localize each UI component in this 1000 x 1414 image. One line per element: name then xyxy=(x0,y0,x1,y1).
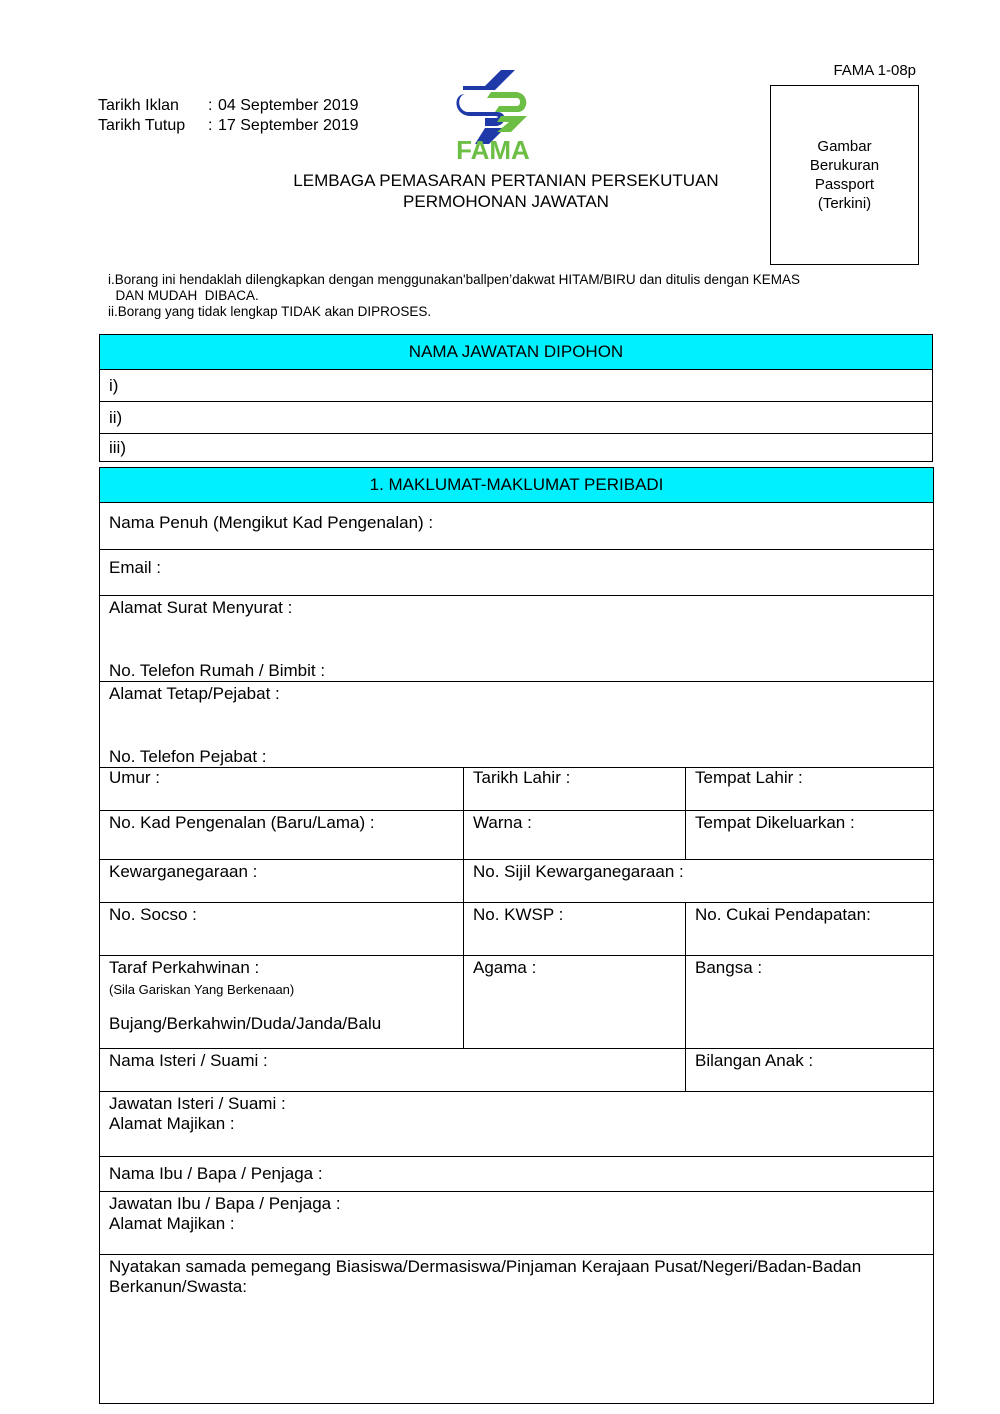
race-field[interactable]: Bangsa : xyxy=(686,956,934,1049)
org-name: LEMBAGA PEMASARAN PERTANIAN PERSEKUTUAN xyxy=(293,171,719,190)
mail-address-label: Alamat Surat Menyurat : xyxy=(109,598,293,617)
marital-note: (Sila Gariskan Yang Berkenaan) xyxy=(109,982,295,997)
form-code: FAMA 1-08p xyxy=(833,62,916,79)
ad-date-row xyxy=(98,96,359,116)
personal-info-table xyxy=(99,467,934,1404)
logo-green-top xyxy=(487,92,526,112)
job-choice-1[interactable]: i) xyxy=(100,370,933,402)
dob-field[interactable]: Tarikh Lahir : xyxy=(464,768,686,811)
parent-name-field[interactable]: Nama Ibu / Bapa / Penjaga : xyxy=(100,1157,934,1192)
job-choice-2[interactable]: ii) xyxy=(100,402,933,434)
parent-employer-label: Alamat Majikan : xyxy=(109,1214,235,1233)
kwsp-field[interactable]: No. KWSP : xyxy=(464,903,686,956)
photo-label-line: Berukuran xyxy=(809,157,880,174)
instruction-line: DAN MUDAH DIBACA. xyxy=(108,288,259,303)
instruction-line: i.Borang ini hendaklah dilengkapkan dengan menggunakan'ballpen’dakwat HITAM/BIRU dan ditulis dengan KEMAS xyxy=(108,272,801,287)
permanent-address-field[interactable] xyxy=(100,682,934,768)
full-name-field[interactable]: Nama Penuh (Mengikut Kad Pengenalan) : xyxy=(100,503,934,550)
ic-color-field[interactable]: Warna : xyxy=(464,811,686,860)
spouse-name-field[interactable]: Nama Isteri / Suami : xyxy=(100,1049,686,1092)
home-phone-label: No. Telefon Rumah / Bimbit : xyxy=(109,661,326,680)
close-date-value: 17 September 2019 xyxy=(218,117,359,134)
photo-label-line: (Terkini) xyxy=(817,195,872,212)
parent-job-label: Jawatan Ibu / Bapa / Penjaga : xyxy=(109,1194,341,1213)
marital-status-field[interactable] xyxy=(100,956,464,1049)
religion-field[interactable]: Agama : xyxy=(464,956,686,1049)
ad-date-value: 04 September 2019 xyxy=(218,97,359,114)
personal-section-header: 1. MAKLUMAT-MAKLUMAT PERIBADI xyxy=(100,468,934,503)
citizenship-cert-field[interactable]: No. Sijil Kewarganegaraan : xyxy=(464,860,934,903)
instructions xyxy=(108,272,800,320)
permanent-address-label: Alamat Tetap/Pejabat : xyxy=(109,684,280,703)
logo-text: FAMA xyxy=(456,135,530,162)
ad-date-separator: : xyxy=(208,97,213,114)
spouse-job-label: Jawatan Isteri / Suami : xyxy=(109,1094,286,1113)
passport-photo-box xyxy=(770,85,919,265)
children-count-field[interactable]: Bilangan Anak : xyxy=(686,1049,934,1092)
fama-logo xyxy=(455,66,531,162)
dates-block xyxy=(98,96,359,136)
org-heading xyxy=(262,170,750,212)
spouse-employer-label: Alamat Majikan : xyxy=(109,1114,235,1133)
ic-number-field[interactable]: No. Kad Pengenalan (Baru/Lama) : xyxy=(100,811,464,860)
job-applied-table xyxy=(99,334,933,462)
citizenship-field[interactable]: Kewarganegaraan : xyxy=(100,860,464,903)
photo-label-line: Gambar xyxy=(817,138,872,155)
age-field[interactable]: Umur : xyxy=(100,768,464,811)
logo-blue-top xyxy=(463,70,515,90)
socso-field[interactable]: No. Socso : xyxy=(100,903,464,956)
job-section-header: NAMA JAWATAN DIPOHON xyxy=(100,335,933,370)
instruction-line: ii.Borang yang tidak lengkap TIDAK akan DIPROSES. xyxy=(108,304,432,319)
form-title: PERMOHONAN JAWATAN xyxy=(403,192,609,211)
ad-date-label: Tarikh Iklan xyxy=(98,97,179,114)
email-field[interactable]: Email : xyxy=(100,550,934,596)
job-choice-3[interactable]: iii) xyxy=(100,434,933,462)
tax-number-field[interactable]: No. Cukai Pendapatan: xyxy=(686,903,934,956)
photo-label-line: Passport xyxy=(814,176,875,193)
marital-status-label: Taraf Perkahwinan : xyxy=(109,958,260,977)
marital-options: Bujang/Berkahwin/Duda/Janda/Balu xyxy=(109,1014,382,1033)
birthplace-field[interactable]: Tempat Lahir : xyxy=(686,768,934,811)
office-phone-label: No. Telefon Pejabat : xyxy=(109,747,267,766)
close-date-row xyxy=(98,116,359,136)
mail-address-field[interactable] xyxy=(100,596,934,682)
close-date-label: Tarikh Tutup xyxy=(98,117,186,134)
parent-job-field[interactable] xyxy=(100,1192,934,1255)
scholarship-field[interactable]: Nyatakan samada pemegang Biasiswa/Dermasiswa/Pinjaman Kerajaan Pusat/Negeri/Badan-Badan Berkanun/Swasta: xyxy=(100,1255,934,1404)
issue-place-field[interactable]: Tempat Dikeluarkan : xyxy=(686,811,934,860)
close-date-separator: : xyxy=(208,117,213,134)
spouse-job-field[interactable] xyxy=(100,1092,934,1157)
